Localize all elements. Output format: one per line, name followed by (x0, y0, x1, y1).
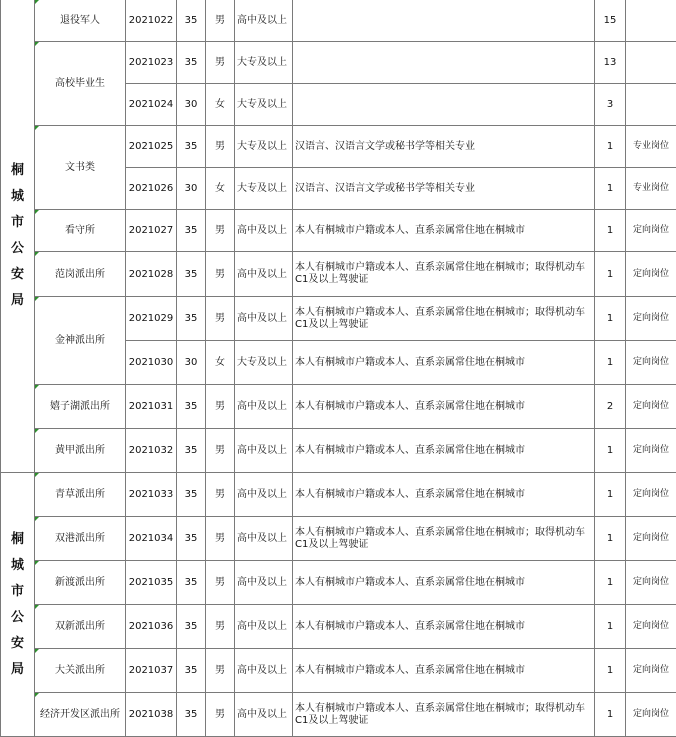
note: 定向岗位 (626, 297, 676, 341)
education: 高中及以上 (235, 649, 293, 693)
requirements: 本人有桐城市户籍或本人、直系亲属常住地在桐城市 (293, 605, 595, 649)
post-code: 2021032 (126, 429, 177, 473)
table-row (1, 605, 676, 649)
sex: 男 (206, 429, 235, 473)
headcount: 1 (595, 473, 626, 517)
note: 定向岗位 (626, 341, 676, 385)
table-row (1, 0, 676, 42)
headcount: 1 (595, 168, 626, 210)
note: 定向岗位 (626, 605, 676, 649)
requirements (293, 84, 595, 126)
headcount: 2 (595, 385, 626, 429)
age-limit: 35 (177, 649, 206, 693)
post-name: 金神派出所 (35, 297, 126, 385)
sex: 女 (206, 341, 235, 385)
sex: 男 (206, 126, 235, 168)
table-row (1, 429, 676, 473)
requirements: 本人有桐城市户籍或本人、直系亲属常住地在桐城市；取得机动车C1及以上驾驶证 (293, 517, 595, 561)
age-limit: 30 (177, 168, 206, 210)
headcount: 1 (595, 605, 626, 649)
post-name: 范岗派出所 (35, 252, 126, 297)
age-limit: 35 (177, 605, 206, 649)
table-row (1, 297, 676, 341)
note (626, 84, 676, 126)
note: 定向岗位 (626, 649, 676, 693)
post-name: 文书类 (35, 126, 126, 210)
table-row (1, 385, 676, 429)
age-limit: 35 (177, 42, 206, 84)
post-code: 2021034 (126, 517, 177, 561)
post-code: 2021033 (126, 473, 177, 517)
post-name: 退役军人 (35, 0, 126, 42)
post-name: 高校毕业生 (35, 42, 126, 126)
education: 大专及以上 (235, 126, 293, 168)
table-row (1, 210, 676, 252)
note: 专业岗位 (626, 126, 676, 168)
note: 定向岗位 (626, 561, 676, 605)
education: 高中及以上 (235, 210, 293, 252)
unit-cell: 桐 城 市 公 安 局 (1, 0, 35, 473)
headcount: 1 (595, 341, 626, 385)
table-row (1, 126, 676, 168)
requirements: 本人有桐城市户籍或本人、直系亲属常住地在桐城市 (293, 429, 595, 473)
headcount: 1 (595, 649, 626, 693)
age-limit: 35 (177, 429, 206, 473)
age-limit: 35 (177, 517, 206, 561)
age-limit: 30 (177, 84, 206, 126)
requirements (293, 42, 595, 84)
sex: 男 (206, 649, 235, 693)
requirements: 本人有桐城市户籍或本人、直系亲属常住地在桐城市；取得机动车C1及以上驾驶证 (293, 297, 595, 341)
unit-cell: 桐 城 市 公 安 局 (1, 473, 35, 737)
age-limit: 35 (177, 561, 206, 605)
age-limit: 35 (177, 210, 206, 252)
age-limit: 35 (177, 126, 206, 168)
post-code: 2021022 (126, 0, 177, 42)
table-row (1, 517, 676, 561)
headcount: 3 (595, 84, 626, 126)
sex: 男 (206, 605, 235, 649)
note (626, 42, 676, 84)
post-code: 2021036 (126, 605, 177, 649)
post-code: 2021038 (126, 693, 177, 737)
table-row (1, 473, 676, 517)
sex: 男 (206, 473, 235, 517)
post-code: 2021025 (126, 126, 177, 168)
note: 定向岗位 (626, 210, 676, 252)
sex: 女 (206, 84, 235, 126)
note: 定向岗位 (626, 517, 676, 561)
table-row (1, 252, 676, 297)
post-code: 2021029 (126, 297, 177, 341)
post-code: 2021027 (126, 210, 177, 252)
sex: 女 (206, 168, 235, 210)
age-limit: 35 (177, 473, 206, 517)
requirements: 本人有桐城市户籍或本人、直系亲属常住地在桐城市 (293, 473, 595, 517)
post-code: 2021023 (126, 42, 177, 84)
requirements: 汉语言、汉语言文学或秘书学等相关专业 (293, 126, 595, 168)
sex: 男 (206, 561, 235, 605)
post-name: 双新派出所 (35, 605, 126, 649)
post-name: 双港派出所 (35, 517, 126, 561)
headcount: 15 (595, 0, 626, 42)
age-limit: 35 (177, 297, 206, 341)
note: 定向岗位 (626, 385, 676, 429)
sex: 男 (206, 252, 235, 297)
sex: 男 (206, 693, 235, 737)
age-limit: 35 (177, 385, 206, 429)
requirements: 本人有桐城市户籍或本人、直系亲属常住地在桐城市 (293, 649, 595, 693)
post-code: 2021035 (126, 561, 177, 605)
headcount: 1 (595, 252, 626, 297)
post-name: 经济开发区派出所 (35, 693, 126, 737)
education: 高中及以上 (235, 561, 293, 605)
education: 大专及以上 (235, 42, 293, 84)
education: 大专及以上 (235, 168, 293, 210)
post-name: 黄甲派出所 (35, 429, 126, 473)
note (626, 0, 676, 42)
headcount: 1 (595, 429, 626, 473)
education: 大专及以上 (235, 341, 293, 385)
requirements: 本人有桐城市户籍或本人、直系亲属常住地在桐城市 (293, 210, 595, 252)
headcount: 1 (595, 297, 626, 341)
requirements (293, 0, 595, 42)
headcount: 1 (595, 517, 626, 561)
post-name: 看守所 (35, 210, 126, 252)
note: 专业岗位 (626, 168, 676, 210)
sex: 男 (206, 42, 235, 84)
post-code: 2021037 (126, 649, 177, 693)
headcount: 13 (595, 42, 626, 84)
education: 高中及以上 (235, 385, 293, 429)
sex: 男 (206, 517, 235, 561)
note: 定向岗位 (626, 693, 676, 737)
age-limit: 30 (177, 341, 206, 385)
note: 定向岗位 (626, 429, 676, 473)
sex: 男 (206, 385, 235, 429)
education: 大专及以上 (235, 84, 293, 126)
requirements: 本人有桐城市户籍或本人、直系亲属常住地在桐城市 (293, 385, 595, 429)
age-limit: 35 (177, 0, 206, 42)
post-name: 新渡派出所 (35, 561, 126, 605)
sex: 男 (206, 0, 235, 42)
requirements: 汉语言、汉语言文学或秘书学等相关专业 (293, 168, 595, 210)
requirements: 本人有桐城市户籍或本人、直系亲属常住地在桐城市；取得机动车C1及以上驾驶证 (293, 693, 595, 737)
post-name: 嬉子湖派出所 (35, 385, 126, 429)
education: 高中及以上 (235, 517, 293, 561)
post-name: 大关派出所 (35, 649, 126, 693)
headcount: 1 (595, 561, 626, 605)
education: 高中及以上 (235, 297, 293, 341)
education: 高中及以上 (235, 693, 293, 737)
post-code: 2021026 (126, 168, 177, 210)
requirements: 本人有桐城市户籍或本人、直系亲属常住地在桐城市；取得机动车C1及以上驾驶证 (293, 252, 595, 297)
sex: 男 (206, 210, 235, 252)
education: 高中及以上 (235, 605, 293, 649)
table-row (1, 649, 676, 693)
requirements: 本人有桐城市户籍或本人、直系亲属常住地在桐城市 (293, 341, 595, 385)
requirements: 本人有桐城市户籍或本人、直系亲属常住地在桐城市 (293, 561, 595, 605)
post-code: 2021030 (126, 341, 177, 385)
post-name: 青草派出所 (35, 473, 126, 517)
education: 高中及以上 (235, 0, 293, 42)
post-code: 2021028 (126, 252, 177, 297)
post-code: 2021031 (126, 385, 177, 429)
table-row (1, 693, 676, 737)
education: 高中及以上 (235, 252, 293, 297)
headcount: 1 (595, 693, 626, 737)
sex: 男 (206, 297, 235, 341)
note: 定向岗位 (626, 252, 676, 297)
age-limit: 35 (177, 252, 206, 297)
education: 高中及以上 (235, 473, 293, 517)
table-row (1, 42, 676, 84)
headcount: 1 (595, 126, 626, 168)
table-row (1, 561, 676, 605)
education: 高中及以上 (235, 429, 293, 473)
note: 定向岗位 (626, 473, 676, 517)
post-code: 2021024 (126, 84, 177, 126)
headcount: 1 (595, 210, 626, 252)
age-limit: 35 (177, 693, 206, 737)
